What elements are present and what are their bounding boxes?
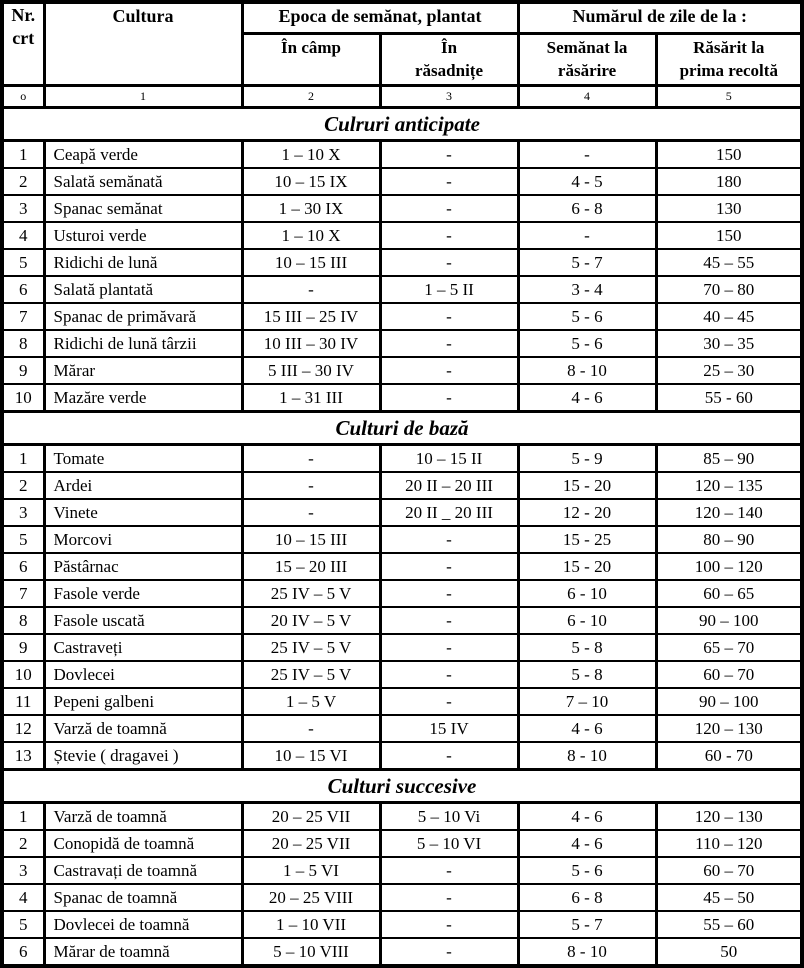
cell-in-camp: 5 – 10 VIII bbox=[242, 938, 380, 966]
cell-rasarit-la-prima-recolta: 60 - 70 bbox=[656, 742, 802, 770]
cell-cultura: Ridichi de lună bbox=[44, 249, 242, 276]
cell-nr: 7 bbox=[2, 303, 44, 330]
cell-nr: 1 bbox=[2, 445, 44, 473]
cell-in-camp: 20 – 25 VII bbox=[242, 830, 380, 857]
cell-semanat-la-rasarire: 15 - 20 bbox=[518, 553, 656, 580]
table-row bbox=[2, 499, 802, 526]
header-epoca-group: Epoca de semănat, plantat bbox=[242, 2, 518, 34]
cell-cultura: Castraveți bbox=[44, 634, 242, 661]
section-title: Culturi succesive bbox=[2, 770, 802, 803]
cell-in-rasadnite: - bbox=[380, 526, 518, 553]
cell-rasarit-la-prima-recolta: 150 bbox=[656, 222, 802, 249]
section-title: Culturi de bază bbox=[2, 412, 802, 445]
cell-semanat-la-rasarire: 4 - 6 bbox=[518, 803, 656, 831]
cell-semanat-la-rasarire: 15 - 20 bbox=[518, 472, 656, 499]
cell-in-camp: 1 – 31 III bbox=[242, 384, 380, 412]
table-row bbox=[2, 607, 802, 634]
cell-semanat-la-rasarire: - bbox=[518, 222, 656, 249]
cell-in-rasadnite: - bbox=[380, 168, 518, 195]
cell-in-rasadnite: - bbox=[380, 938, 518, 966]
column-index-0: o bbox=[2, 86, 44, 108]
table-row bbox=[2, 742, 802, 770]
column-index-1: 1 bbox=[44, 86, 242, 108]
header-cultura: Cultura bbox=[44, 2, 242, 86]
header-nr-line1: Nr. bbox=[11, 5, 36, 25]
cell-cultura: Spanac de primăvară bbox=[44, 303, 242, 330]
cell-cultura: Salată plantată bbox=[44, 276, 242, 303]
header-in-rasadnite-line1: În bbox=[440, 38, 458, 57]
cell-semanat-la-rasarire: 4 - 6 bbox=[518, 384, 656, 412]
cell-in-rasadnite: - bbox=[380, 303, 518, 330]
cell-in-rasadnite: 5 – 10 VI bbox=[380, 830, 518, 857]
cell-cultura: Dovlecei bbox=[44, 661, 242, 688]
cell-nr: 5 bbox=[2, 526, 44, 553]
cell-rasarit-la-prima-recolta: 25 – 30 bbox=[656, 357, 802, 384]
cell-in-rasadnite: - bbox=[380, 742, 518, 770]
cell-in-rasadnite: - bbox=[380, 249, 518, 276]
table-row bbox=[2, 249, 802, 276]
cell-in-camp: - bbox=[242, 715, 380, 742]
cell-in-camp: 10 – 15 III bbox=[242, 249, 380, 276]
cell-rasarit-la-prima-recolta: 55 – 60 bbox=[656, 911, 802, 938]
table-row bbox=[2, 472, 802, 499]
cell-in-rasadnite: 20 II – 20 III bbox=[380, 472, 518, 499]
cell-in-camp: 15 – 20 III bbox=[242, 553, 380, 580]
cell-cultura: Ridichi de lună târzii bbox=[44, 330, 242, 357]
header-in-camp: În câmp bbox=[242, 34, 380, 86]
table-row bbox=[2, 303, 802, 330]
cell-in-rasadnite: - bbox=[380, 634, 518, 661]
cell-semanat-la-rasarire: 5 - 7 bbox=[518, 249, 656, 276]
cell-in-rasadnite: - bbox=[380, 357, 518, 384]
table-row bbox=[2, 803, 802, 831]
table-row bbox=[2, 661, 802, 688]
cell-cultura: Conopidă de toamnă bbox=[44, 830, 242, 857]
column-index-4: 4 bbox=[518, 86, 656, 108]
cell-nr: 6 bbox=[2, 553, 44, 580]
cell-rasarit-la-prima-recolta: 60 – 65 bbox=[656, 580, 802, 607]
cell-cultura: Ceapă verde bbox=[44, 141, 242, 169]
table-row bbox=[2, 830, 802, 857]
cell-in-camp: 1 – 30 IX bbox=[242, 195, 380, 222]
cell-nr: 5 bbox=[2, 249, 44, 276]
cell-rasarit-la-prima-recolta: 120 – 130 bbox=[656, 715, 802, 742]
cell-cultura: Fasole uscată bbox=[44, 607, 242, 634]
header-semanat-line2: răsărire bbox=[557, 61, 617, 80]
cell-rasarit-la-prima-recolta: 80 – 90 bbox=[656, 526, 802, 553]
cell-in-camp: 5 III – 30 IV bbox=[242, 357, 380, 384]
table-row bbox=[2, 195, 802, 222]
cell-nr: 9 bbox=[2, 634, 44, 661]
cell-nr: 4 bbox=[2, 222, 44, 249]
cell-in-camp: - bbox=[242, 472, 380, 499]
section-header-row bbox=[2, 770, 802, 803]
cell-semanat-la-rasarire: 12 - 20 bbox=[518, 499, 656, 526]
cell-nr: 6 bbox=[2, 938, 44, 966]
cell-rasarit-la-prima-recolta: 120 – 135 bbox=[656, 472, 802, 499]
cell-semanat-la-rasarire: 6 - 8 bbox=[518, 884, 656, 911]
header-rasarit-line1: Răsărit la bbox=[693, 38, 765, 57]
header-semanat-la-rasarire bbox=[518, 34, 656, 86]
cell-semanat-la-rasarire: 4 - 5 bbox=[518, 168, 656, 195]
cell-nr: 2 bbox=[2, 168, 44, 195]
cell-in-rasadnite: - bbox=[380, 384, 518, 412]
cell-in-camp: - bbox=[242, 276, 380, 303]
cell-in-camp: 1 – 10 X bbox=[242, 222, 380, 249]
cell-semanat-la-rasarire: 6 - 8 bbox=[518, 195, 656, 222]
cell-nr: 8 bbox=[2, 607, 44, 634]
cell-nr: 9 bbox=[2, 357, 44, 384]
cell-semanat-la-rasarire: 8 - 10 bbox=[518, 742, 656, 770]
cell-in-camp: - bbox=[242, 445, 380, 473]
cell-in-rasadnite: 10 – 15 II bbox=[380, 445, 518, 473]
cell-nr: 1 bbox=[2, 141, 44, 169]
cell-semanat-la-rasarire: 5 - 7 bbox=[518, 911, 656, 938]
cell-rasarit-la-prima-recolta: 180 bbox=[656, 168, 802, 195]
cell-semanat-la-rasarire: 5 - 6 bbox=[518, 857, 656, 884]
cell-in-rasadnite: - bbox=[380, 580, 518, 607]
header-nr-crt bbox=[2, 2, 44, 86]
section-title: Culruri anticipate bbox=[2, 108, 802, 141]
cell-rasarit-la-prima-recolta: 130 bbox=[656, 195, 802, 222]
column-index-5: 5 bbox=[656, 86, 802, 108]
table-row bbox=[2, 634, 802, 661]
cell-semanat-la-rasarire: 4 - 6 bbox=[518, 715, 656, 742]
cell-semanat-la-rasarire: 15 - 25 bbox=[518, 526, 656, 553]
cell-cultura: Morcovi bbox=[44, 526, 242, 553]
column-index-3: 3 bbox=[380, 86, 518, 108]
cell-in-rasadnite: 5 – 10 Vi bbox=[380, 803, 518, 831]
cell-nr: 8 bbox=[2, 330, 44, 357]
table-row bbox=[2, 330, 802, 357]
cell-cultura: Spanac semănat bbox=[44, 195, 242, 222]
cell-cultura: Salată semănată bbox=[44, 168, 242, 195]
cell-in-rasadnite: - bbox=[380, 330, 518, 357]
table-row bbox=[2, 384, 802, 412]
cell-nr: 2 bbox=[2, 472, 44, 499]
section-header-row bbox=[2, 412, 802, 445]
cell-in-camp: 10 III – 30 IV bbox=[242, 330, 380, 357]
header-in-rasadnite-line2: răsadnițe bbox=[415, 61, 483, 80]
table-row bbox=[2, 141, 802, 169]
cell-in-camp: - bbox=[242, 499, 380, 526]
cell-cultura: Vinete bbox=[44, 499, 242, 526]
cell-nr: 3 bbox=[2, 499, 44, 526]
cell-rasarit-la-prima-recolta: 55 - 60 bbox=[656, 384, 802, 412]
cell-semanat-la-rasarire: 5 - 8 bbox=[518, 634, 656, 661]
cell-in-rasadnite: - bbox=[380, 688, 518, 715]
table-row bbox=[2, 715, 802, 742]
table-row bbox=[2, 526, 802, 553]
cell-semanat-la-rasarire: 8 - 10 bbox=[518, 938, 656, 966]
cell-cultura: Usturoi verde bbox=[44, 222, 242, 249]
cell-semanat-la-rasarire: 5 - 8 bbox=[518, 661, 656, 688]
cell-in-camp: 1 – 5 V bbox=[242, 688, 380, 715]
header-semanat-line1: Semănat la bbox=[546, 38, 628, 57]
cell-rasarit-la-prima-recolta: 45 – 55 bbox=[656, 249, 802, 276]
cell-in-camp: 25 IV – 5 V bbox=[242, 634, 380, 661]
cell-in-camp: 1 – 10 X bbox=[242, 141, 380, 169]
cell-rasarit-la-prima-recolta: 50 bbox=[656, 938, 802, 966]
cell-cultura: Spanac de toamnă bbox=[44, 884, 242, 911]
cell-nr: 1 bbox=[2, 803, 44, 831]
cell-in-camp: 10 – 15 III bbox=[242, 526, 380, 553]
table-row bbox=[2, 357, 802, 384]
cell-nr: 12 bbox=[2, 715, 44, 742]
cell-in-rasadnite: - bbox=[380, 857, 518, 884]
section-header-row bbox=[2, 108, 802, 141]
cell-in-camp: 10 – 15 VI bbox=[242, 742, 380, 770]
cell-semanat-la-rasarire: 4 - 6 bbox=[518, 830, 656, 857]
cell-in-rasadnite: 15 IV bbox=[380, 715, 518, 742]
cell-rasarit-la-prima-recolta: 85 – 90 bbox=[656, 445, 802, 473]
cell-rasarit-la-prima-recolta: 120 – 140 bbox=[656, 499, 802, 526]
table-row bbox=[2, 222, 802, 249]
cell-cultura: Mazăre verde bbox=[44, 384, 242, 412]
cell-rasarit-la-prima-recolta: 150 bbox=[656, 141, 802, 169]
cell-in-rasadnite: - bbox=[380, 884, 518, 911]
column-index-2: 2 bbox=[242, 86, 380, 108]
cell-nr: 2 bbox=[2, 830, 44, 857]
cell-cultura: Mărar de toamnă bbox=[44, 938, 242, 966]
cell-nr: 13 bbox=[2, 742, 44, 770]
cell-cultura: Tomate bbox=[44, 445, 242, 473]
cell-in-camp: 25 IV – 5 V bbox=[242, 580, 380, 607]
cell-in-rasadnite: 1 – 5 II bbox=[380, 276, 518, 303]
cell-rasarit-la-prima-recolta: 65 – 70 bbox=[656, 634, 802, 661]
cell-in-camp: 1 – 5 VI bbox=[242, 857, 380, 884]
cell-in-rasadnite: - bbox=[380, 911, 518, 938]
cell-cultura: Castravați de toamnă bbox=[44, 857, 242, 884]
cell-cultura: Păstârnac bbox=[44, 553, 242, 580]
cell-rasarit-la-prima-recolta: 120 – 130 bbox=[656, 803, 802, 831]
cell-nr: 5 bbox=[2, 911, 44, 938]
cell-in-camp: 20 – 25 VIII bbox=[242, 884, 380, 911]
cell-semanat-la-rasarire: 7 – 10 bbox=[518, 688, 656, 715]
cell-semanat-la-rasarire: 5 - 6 bbox=[518, 303, 656, 330]
cell-rasarit-la-prima-recolta: 90 – 100 bbox=[656, 607, 802, 634]
header-rasarit-line2: prima recoltă bbox=[679, 61, 778, 80]
cell-rasarit-la-prima-recolta: 110 – 120 bbox=[656, 830, 802, 857]
header-nr-line2: crt bbox=[12, 28, 35, 48]
cell-cultura: Dovlecei de toamnă bbox=[44, 911, 242, 938]
cell-rasarit-la-prima-recolta: 90 – 100 bbox=[656, 688, 802, 715]
table-row bbox=[2, 688, 802, 715]
cell-rasarit-la-prima-recolta: 60 – 70 bbox=[656, 661, 802, 688]
header-rasarit-la-prima-recolta bbox=[656, 34, 802, 86]
cell-nr: 10 bbox=[2, 661, 44, 688]
cell-in-camp: 25 IV – 5 V bbox=[242, 661, 380, 688]
cell-in-camp: 20 IV – 5 V bbox=[242, 607, 380, 634]
cell-rasarit-la-prima-recolta: 100 – 120 bbox=[656, 553, 802, 580]
cell-rasarit-la-prima-recolta: 30 – 35 bbox=[656, 330, 802, 357]
cell-nr: 6 bbox=[2, 276, 44, 303]
cell-cultura: Varză de toamnă bbox=[44, 715, 242, 742]
cell-in-camp: 15 III – 25 IV bbox=[242, 303, 380, 330]
table-row bbox=[2, 445, 802, 473]
table-row bbox=[2, 911, 802, 938]
table-row bbox=[2, 580, 802, 607]
cell-semanat-la-rasarire: 8 - 10 bbox=[518, 357, 656, 384]
cell-cultura: Pepeni galbeni bbox=[44, 688, 242, 715]
table-row bbox=[2, 938, 802, 966]
cell-in-camp: 20 – 25 VII bbox=[242, 803, 380, 831]
cell-in-rasadnite: - bbox=[380, 141, 518, 169]
cell-cultura: Ardei bbox=[44, 472, 242, 499]
cell-semanat-la-rasarire: 5 - 9 bbox=[518, 445, 656, 473]
cell-cultura: Varză de toamnă bbox=[44, 803, 242, 831]
cell-in-camp: 10 – 15 IX bbox=[242, 168, 380, 195]
header-zile-group: Numărul de zile de la : bbox=[518, 2, 802, 34]
cell-nr: 7 bbox=[2, 580, 44, 607]
cell-in-rasadnite: 20 II _ 20 III bbox=[380, 499, 518, 526]
cell-semanat-la-rasarire: 6 - 10 bbox=[518, 580, 656, 607]
table-row bbox=[2, 553, 802, 580]
cell-cultura: Fasole verde bbox=[44, 580, 242, 607]
cell-cultura: Ștevie ( dragavei ) bbox=[44, 742, 242, 770]
cell-in-rasadnite: - bbox=[380, 553, 518, 580]
cell-in-rasadnite: - bbox=[380, 195, 518, 222]
cell-semanat-la-rasarire: - bbox=[518, 141, 656, 169]
table-row bbox=[2, 857, 802, 884]
table-row bbox=[2, 276, 802, 303]
cell-nr: 3 bbox=[2, 857, 44, 884]
cell-rasarit-la-prima-recolta: 60 – 70 bbox=[656, 857, 802, 884]
cell-in-rasadnite: - bbox=[380, 607, 518, 634]
cell-semanat-la-rasarire: 6 - 10 bbox=[518, 607, 656, 634]
cell-in-rasadnite: - bbox=[380, 661, 518, 688]
cell-rasarit-la-prima-recolta: 70 – 80 bbox=[656, 276, 802, 303]
table-row bbox=[2, 884, 802, 911]
cell-rasarit-la-prima-recolta: 45 – 50 bbox=[656, 884, 802, 911]
cell-semanat-la-rasarire: 5 - 6 bbox=[518, 330, 656, 357]
cell-nr: 4 bbox=[2, 884, 44, 911]
table-row bbox=[2, 168, 802, 195]
header-in-rasadnite bbox=[380, 34, 518, 86]
cell-cultura: Mărar bbox=[44, 357, 242, 384]
cell-rasarit-la-prima-recolta: 40 – 45 bbox=[656, 303, 802, 330]
cell-nr: 11 bbox=[2, 688, 44, 715]
cell-semanat-la-rasarire: 3 - 4 bbox=[518, 276, 656, 303]
cell-nr: 3 bbox=[2, 195, 44, 222]
cell-nr: 10 bbox=[2, 384, 44, 412]
cell-in-camp: 1 – 10 VII bbox=[242, 911, 380, 938]
cell-in-rasadnite: - bbox=[380, 222, 518, 249]
